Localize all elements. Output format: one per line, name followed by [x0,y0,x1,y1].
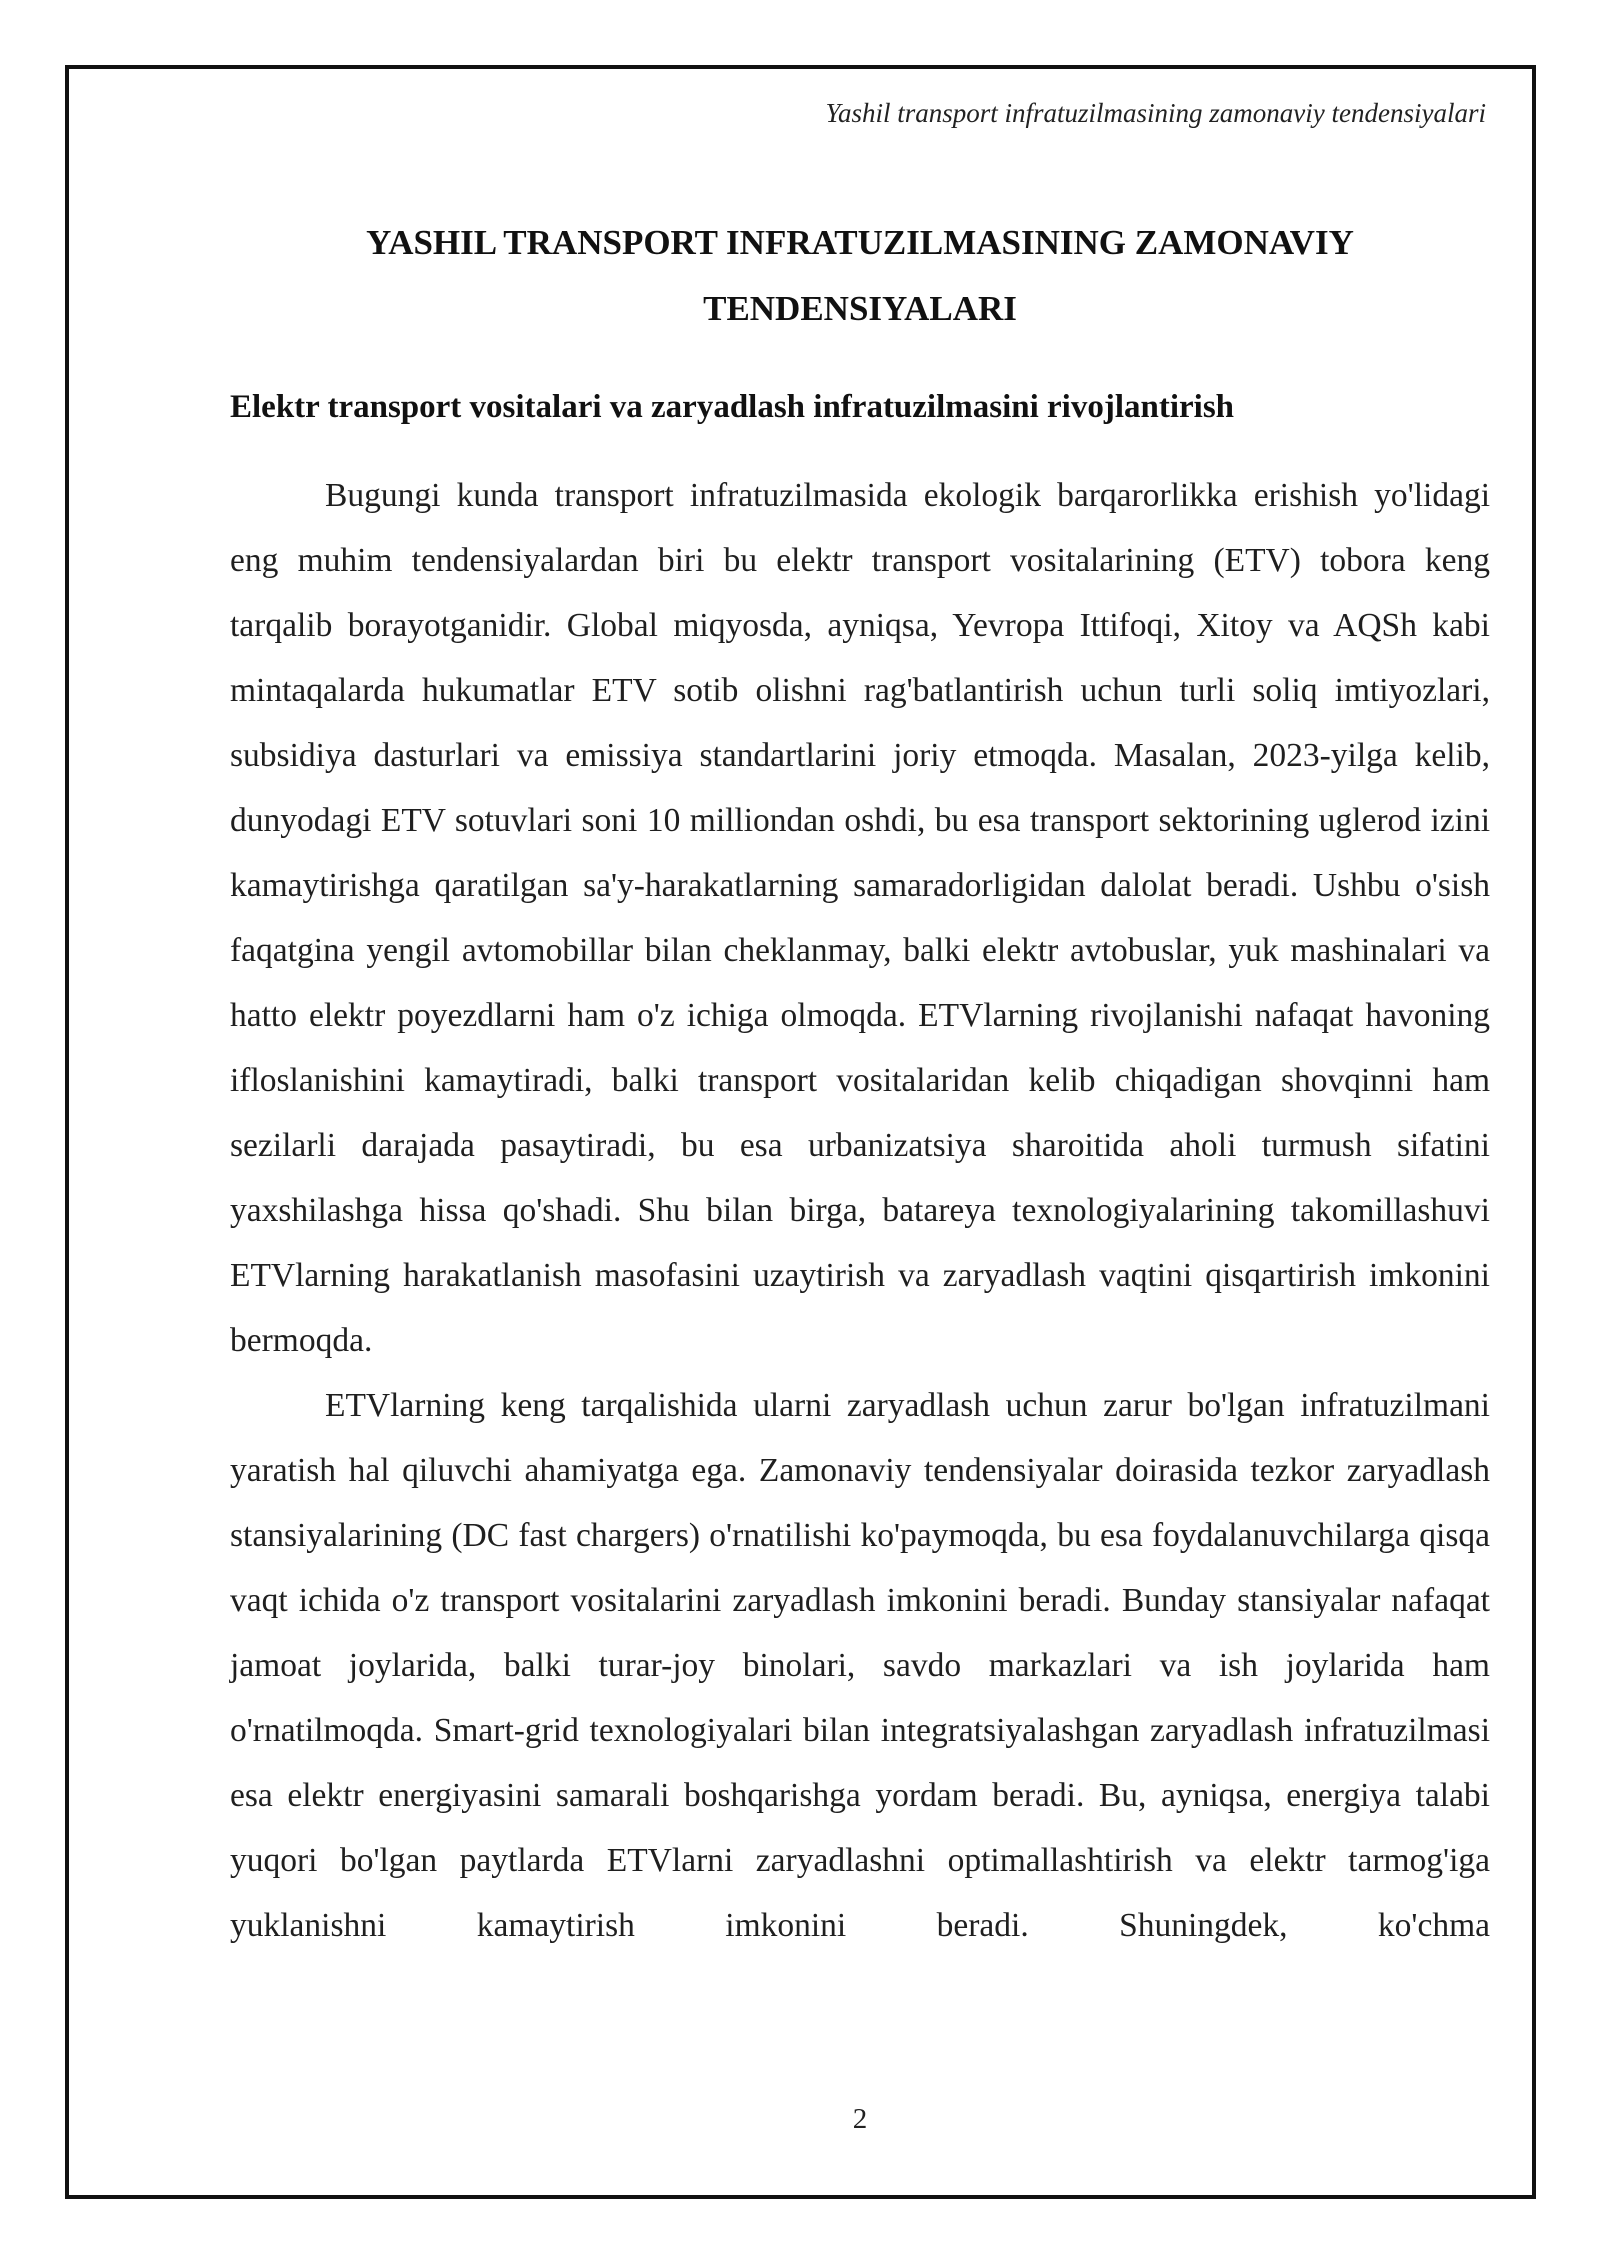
paragraph-1: Bugungi kunda transport infratuzilmasida ekologik barqarorlikka erishish yo'lidagi eng muhim tendensiyalardan biri bu elektr transport vositalarining (ETV) tobora keng tarqalib borayotganidir. Global miqyosda, ayniqsa, Yevropa Ittifoqi, Xitoy va AQSh kabi mintaqalarda hukumatlar ETV sotib olishni rag'batlantirish uchun turli soliq imtiyozlari, subsidiya dasturlari va emissiya standartlarini joriy etmoqda. Masalan, 2023-yilga kelib, dunyodagi ETV sotuvlari soni 10 milliondan oshdi, bu esa transport sektorining uglerod izini kamaytirishga qaratilgan sa'y-harakatlarning samaradorligidan dalolat beradi. Ushbu o'sish faqatgina yengil avtomobillar bilan cheklanmay, balki elektr avtobuslar, yuk mashinalari va hatto elektr poyezdlarni ham o'z ichiga olmoqda. ETVlarning rivojlanishi nafaqat havoning ifloslanishini kamaytiradi, balki transport vositalaridan kelib chiqadigan shovqinni ham sezilarli darajada pasaytiradi, bu esa urbanizatsiya sharoitida aholi turmush sifatini yaxshilashga hissa qo'shadi. Shu bilan birga, batareya texnologiyalarining takomillashuvi ETVlarning harakatlanish masofasini uzaytirish va zaryadlash vaqtini qisqartirish imkonini bermoqda. [230,477,1490,1359]
title-line-1: YASHIL TRANSPORT INFRATUZILMASINING ZAMONAVIY [366,223,1354,262]
paragraph-2: ETVlarning keng tarqalishida ularni zaryadlash uchun zarur bo'lgan infratuzilmani yaratish hal qiluvchi ahamiyatga ega. Zamonaviy tendensiyalar doirasida tezkor zaryadlash stansiyalarining (DC fast chargers) o'rnatilishi ko'paymoqda, bu esa foydalanuvchilarga qisqa vaqt ichida o'z transport vositalarini zaryadlash imkonini beradi. Bunday stansiyalar nafaqat jamoat joylarida, balki turar-joy binolari, savdo markazlari va ish joylarida ham o'rnatilmoqda. Smart-grid texnologiyalari bilan integratsiyalashgan zaryadlash infratuzilmasi esa elektr energiyasini samarali boshqarishga yordam beradi. Bu, ayniqsa, energiya talabi yuqori bo'lgan paytlarda ETVlarni zaryadlashni optimallashtirish va elektr tarmog'iga yuklanishni kamaytirish imkonini beradi. Shuningdek, ko'chma [230,1387,1490,1944]
page-number: 2 [852,2103,868,2135]
section-heading: Elektr transport vositalari va zaryadlash infratuzilmasini rivojlantirish [230,389,1235,425]
document-title [230,210,1490,342]
title-line-2: TENDENSIYALARI [703,289,1017,328]
body-text [230,463,1490,1958]
running-header: Yashil transport infratuzilmasining zamonaviy tendensiyalari [825,98,1486,128]
